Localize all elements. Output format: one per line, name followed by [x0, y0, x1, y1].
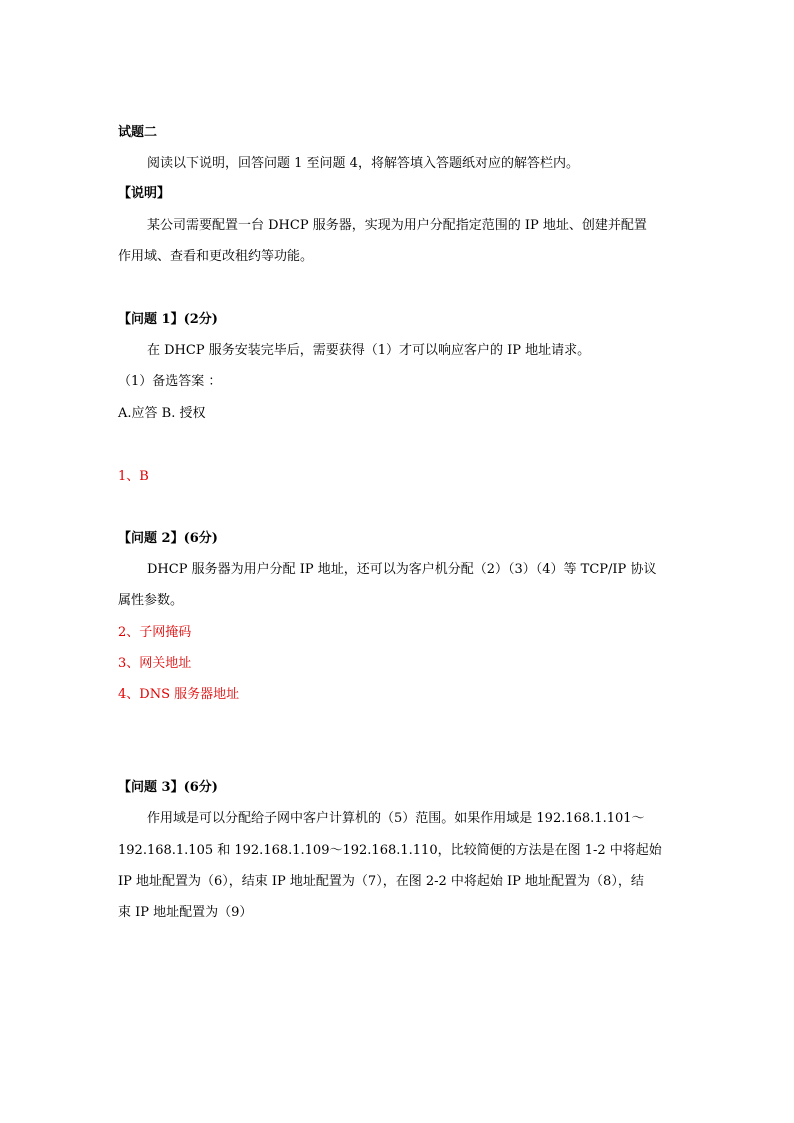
question-1-answer: 1、B	[118, 469, 149, 484]
question-1-options: A.应答 B. 授权	[118, 406, 206, 421]
explain-text-line-2: 作用域、查看和更改租约等功能。	[118, 249, 314, 264]
question-2-answer: 4、DNS 服务器地址	[118, 687, 240, 702]
question-1-options-label: （1）备选答案 ：	[118, 374, 222, 389]
question-2-text-line-2: 属性参数。	[118, 593, 184, 608]
question-3-text-line-2: 192.168.1.105 和 192.168.1.109～192.168.1.110，比较简便的方法是在图 1-2 中将起始	[118, 843, 662, 858]
question-1-text: 在 DHCP 服务安装完毕后，需要获得（1）才可以响应客户的 IP 地址请求。	[147, 343, 591, 358]
question-3-header: 【问题 3】(6分)	[118, 780, 218, 795]
explain-text-line-1: 某公司需要配置一台 DHCP 服务器，实现为用户分配指定范围的 IP 地址、创建并配置	[147, 218, 647, 233]
question-2-text-line-1: DHCP 服务器为用户分配 IP 地址，还可以为客户机分配（2）（3）（4）等 TCP/IP 协议	[147, 562, 657, 577]
question-3-text-line-4: 束 IP 地址配置为（9）	[118, 905, 253, 920]
question-2-answer: 3、网关地址	[118, 656, 192, 671]
question-2-answer: 2、子网掩码	[118, 625, 192, 640]
question-3-text-line-3: IP 地址配置为（6），结束 IP 地址配置为（7），在图 2-2 中将起始 IP 地址配置为（8），结	[118, 874, 644, 889]
question-1-header: 【问题 1】(2分)	[118, 312, 218, 327]
question-3-text-line-1: 作用域是可以分配给子网中客户计算机的（5）范围。如果作用域是 192.168.1.101～	[147, 811, 645, 826]
explain-header: 【说明】	[118, 186, 171, 201]
question-2-header: 【问题 2】(6分)	[118, 531, 218, 546]
exam-title: 试题二	[118, 125, 158, 140]
intro-text: 阅读以下说明，回答问题 1 至问题 4，将解答填入答题纸对应的解答栏内。	[147, 156, 579, 171]
